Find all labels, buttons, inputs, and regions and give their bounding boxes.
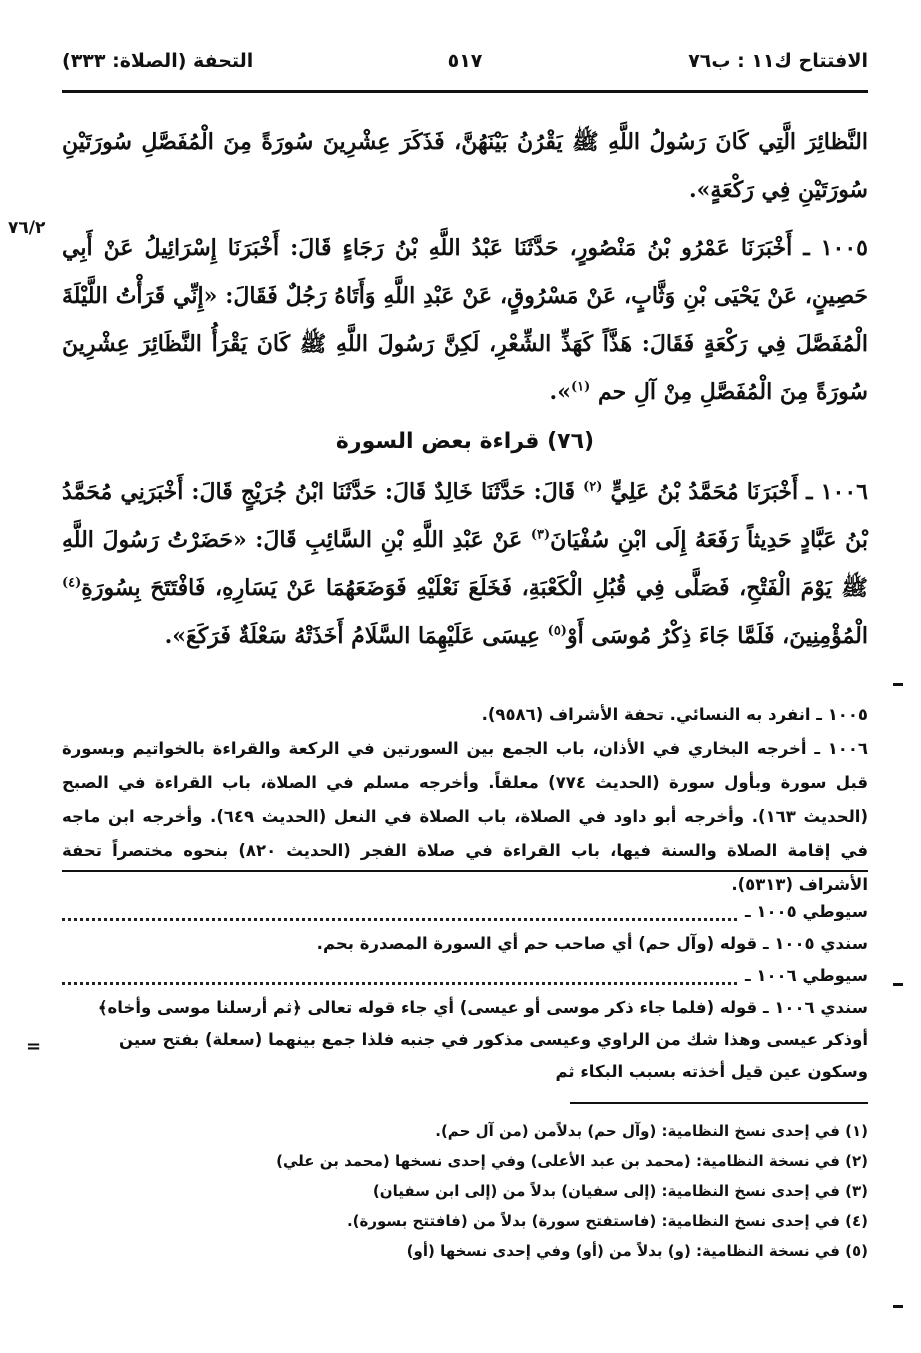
footnote-ref-2: (٢) bbox=[583, 479, 603, 495]
footnote-3: (٣) في إحدى نسخ النظامية: (إلى سفيان) بدلاً من (إلى ابن سفيان) bbox=[372, 1182, 868, 1200]
footnote-5: (٥) في نسخة النظامية: (و) بدلاً من (أو) وفي إحدى نسخها (أو) bbox=[406, 1242, 868, 1260]
footnotes-rule bbox=[570, 1102, 868, 1104]
hadith-1006-text-c: عَنْ عَبْدِ اللَّهِ بْنِ السَّائِبِ قَالَ: «حَضَرْتُ رَسُولَ اللَّهِ ﷺ يَوْمَ الْفَتْحِ، فَصَلَّى فِي قُبُلِ الْكَعْبَةِ، فَخَلَعَ نَعْلَيْهِ فَوَضَعَهُمَا عَنْ يَسَارِهِ، فَافْتَتَحَ بِسُورَةِ bbox=[62, 527, 868, 601]
hadith-1006 bbox=[62, 468, 868, 660]
footnote-ref-3: (٣) bbox=[530, 527, 551, 543]
suyuti-1005-label: سيوطي ١٠٠٥ ـ bbox=[745, 902, 868, 921]
footnote-2: (٢) في نسخة النظامية: (محمد بن عبد الأعلى) وفي إحدى نسخها (محمد بن علي) bbox=[276, 1152, 868, 1170]
continued-paragraph: النَّظائِرَ الَّتِي كَانَ رَسُولُ اللَّهِ ﷺ يَقْرُنُ بَيْنَهُنَّ، فَذَكَرَ عِشْرِينَ سُورَةً مِنَ الْمُفَصَّلِ سُورَتَيْنِ سُورَتَيْنِ فِي رَكْعَةٍ». bbox=[62, 129, 868, 203]
takhrij-1005: ١٠٠٥ ـ انفرد به النسائي. تحفة الأشراف (٩٥٨٦). bbox=[481, 705, 868, 724]
footnote-1: (١) في إحدى نسخ النظامية: (وآل حم) بدلاًمن (من آل حم). bbox=[435, 1122, 868, 1140]
tuhfa-reference: التحفة (الصلاة: ٣٣٣) bbox=[62, 50, 254, 72]
section-heading: (٧٦) قراءة بعض السورة bbox=[335, 429, 595, 454]
footnote-ref-1: (١) bbox=[570, 379, 591, 395]
notes-rule bbox=[62, 870, 868, 872]
sindi-1005: سندي ١٠٠٥ ـ قوله (وآل حم) أي صاحب حم أي السورة المصدرة بحم. bbox=[316, 934, 868, 953]
margin-tick bbox=[893, 983, 903, 986]
takhrij-1006: ١٠٠٦ ـ أخرجه البخاري في الأذان، باب الجمع بين السورتين في الركعة والقراءة بالخواتيم وبسورة قبل سورة وبأول سورة (الحديث ٧٧٤) معلقاً. وأخرجه مسلم في الصلاة، باب القراءة في الصبح (الحديث ١٦٣). وأخرجه أبو داود في الصلاة، باب الصلاة في النعل (الحديث ٦٤٩). وأخرجه ابن ماجه في إقامة الصلاة والسنة فيها، باب القراءة في صلاة الفجر (الحديث ٨٢٠) بنحوه مختصراً تحفة الأشراف (٥٣١٣). bbox=[62, 739, 869, 894]
commentary bbox=[62, 896, 868, 1088]
footnote-4: (٤) في إحدى نسخ النظامية: (فاستفتح سورة) بدلاً من (فافتتح بسورة). bbox=[346, 1212, 868, 1230]
page-number: ٥١٧ bbox=[447, 50, 483, 72]
suyuti-1006-label: سيوطي ١٠٠٦ ـ bbox=[745, 966, 868, 985]
main-text bbox=[62, 118, 868, 660]
hadith-1005 bbox=[62, 224, 868, 416]
hadith-1005-end: ». bbox=[549, 379, 571, 405]
suyuti-1006 bbox=[62, 960, 868, 992]
hadith-1006-text-a: ١٠٠٦ ـ أَخْبَرَنَا مُحَمَّدُ بْنُ عَلِيٍّ bbox=[610, 479, 868, 505]
dotted-leader bbox=[62, 904, 737, 921]
page-header bbox=[62, 46, 868, 86]
hadith-1005-text: ١٠٠٥ ـ أَخْبَرَنَا عَمْرُو بْنُ مَنْصُورٍ، حَدَّثَنَا عَبْدُ اللَّهِ بْنُ رَجَاءٍ قَالَ: أَخْبَرَنَا إِسْرَائِيلُ عَنْ أَبِي حَصِينٍ، عَنْ يَحْيَى بْنِ وَثَّابٍ، عَنْ مَسْرُوقٍ، عَنْ عَبْدِ اللَّهِ وَأَتَاهُ رَجُلٌ فَقَالَ: «إِنِّي قَرَأْتُ اللَّيْلَةَ الْمُفَصَّلَ فِي رَكْعَةٍ فَقَالَ: هَذَّاً كَهَذِّ الشِّعْرِ، لَكِنَّ رَسُولَ اللَّهِ ﷺ كَانَ يَقْرَأُ النَّظَائِرَ عِشْرِينَ سُورَةً مِنَ الْمُفَصَّلِ مِنْ آلِ حم bbox=[62, 235, 868, 405]
footnote-ref-5: (٥) bbox=[547, 623, 567, 639]
margin-tick bbox=[893, 683, 903, 686]
margin-tick bbox=[893, 1305, 903, 1308]
margin-reference: ٧٦/٢ bbox=[8, 218, 46, 238]
continuation-mark: = bbox=[26, 1036, 42, 1057]
footnotes bbox=[62, 1116, 868, 1266]
chapter-reference: الافتتاح ك١١ : ب٧٦ bbox=[688, 50, 868, 72]
footnote-ref-4: (٤) bbox=[62, 575, 82, 591]
dotted-leader bbox=[62, 968, 737, 985]
hadith-1006-text-e: عِيسَى عَلَيْهِمَا السَّلَامُ أَخَذَتْهُ سَعْلَةٌ فَرَكَعَ». bbox=[164, 623, 548, 649]
hadith-1006-text-b: قَالَ: حَدَّثَنَا خَالِدٌ قَالَ: حَدَّثَنَا ابْنُ جُرَيْجٍ قَالَ: أَخْبَرَنِي مُحَمَّدُ بْنُ عَبَّادٍ حَدِيثاً رَفَعَهُ إِلَى ابْنِ سُفْيَانَ bbox=[62, 479, 868, 553]
header-rule bbox=[62, 90, 868, 93]
suyuti-1005 bbox=[62, 896, 868, 928]
hadith-1006-text-d: الْمُؤْمِنِينَ، فَلَمَّا جَاءَ ذِكْرُ مُوسَى أَوْ bbox=[566, 623, 868, 649]
sindi-1006: سندي ١٠٠٦ ـ قوله (فلما جاء ذكر موسى أو عيسى) أي جاء قوله تعالى ﴿ثم أرسلنا موسى وأخاه﴾ أوذكر عيسى وهذا شك من الراوي وعيسى مذكور في جنبه فلذا جمع بينهما (سعلة) بفتح سين وسكون عين قيل أخذته بسبب البكاء ثم bbox=[97, 998, 868, 1081]
